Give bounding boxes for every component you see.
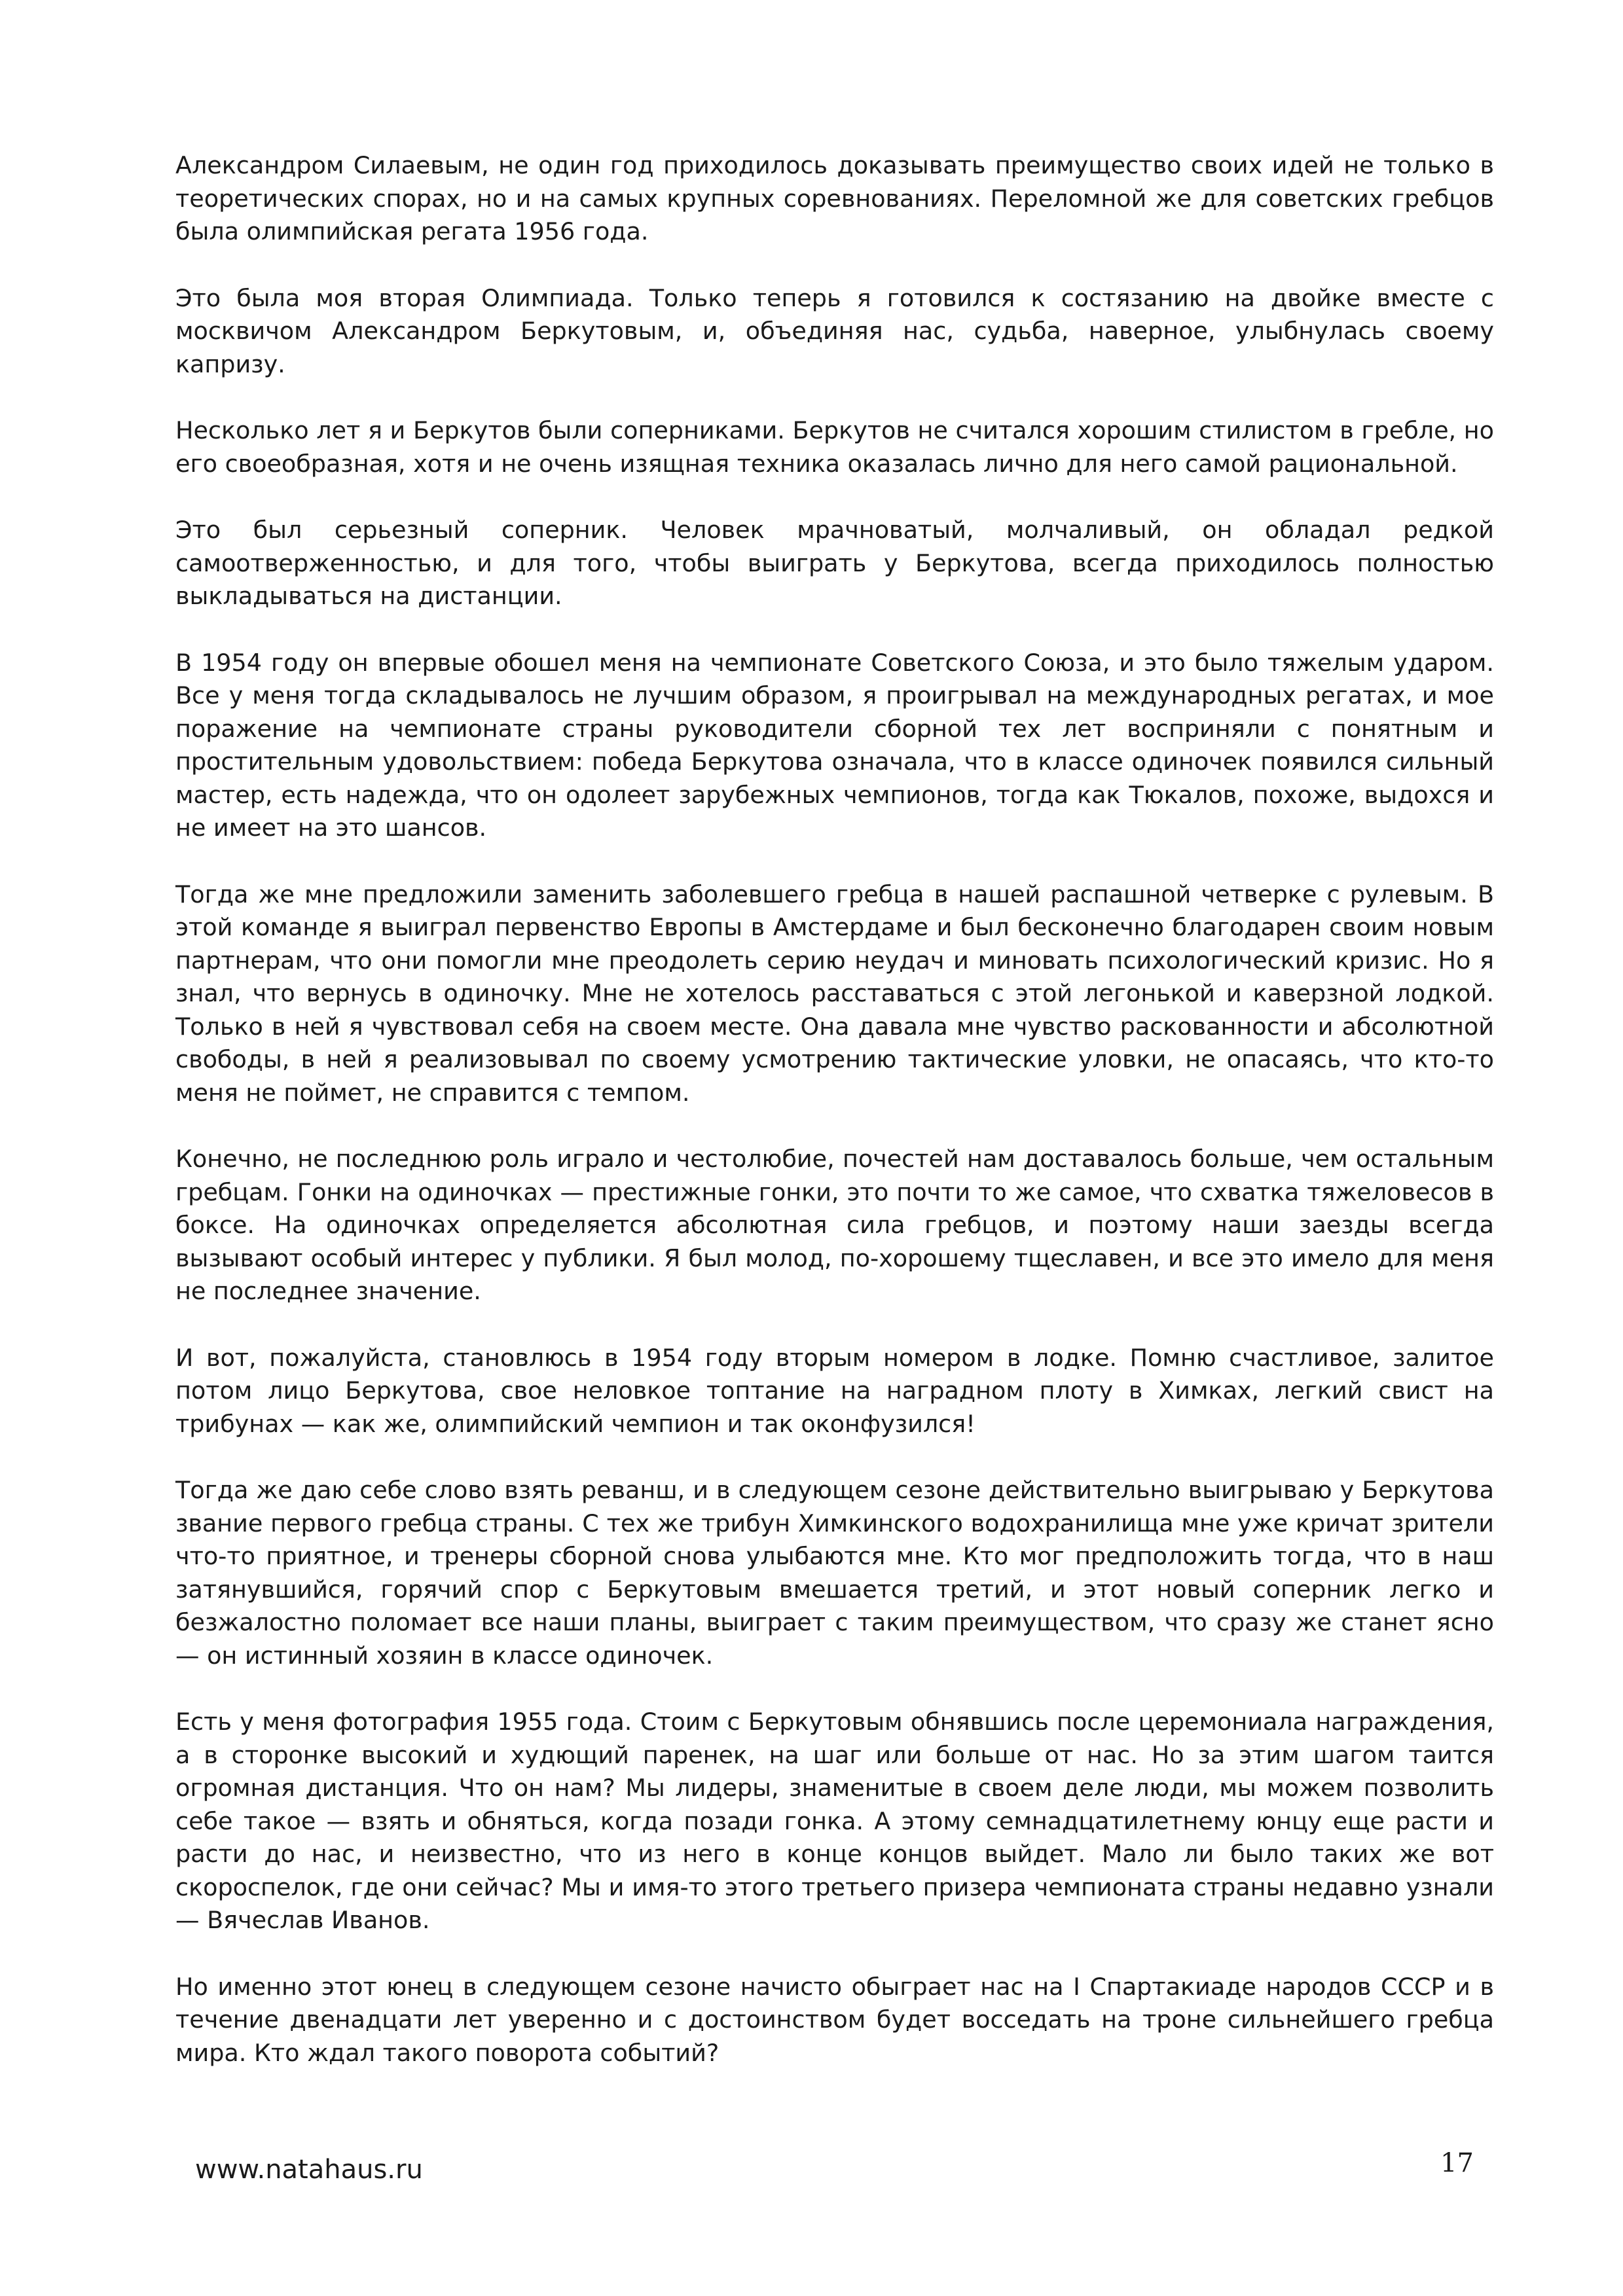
page-number: 17 xyxy=(1440,2148,1474,2178)
paragraph-2: Это была моя вторая Олимпиада. Только теперь я готовился к состязанию на двойке вместе с москвичом Александром Беркутовым, и, объединяя нас, судьба, наверное, улыбнулась своему капризу. xyxy=(175,283,1494,378)
paragraph-9: Тогда же даю себе слово взять реванш, и в следующем сезоне действительно выигрываю у Беркутова звание первого гребца страны. С тех же трибун Химкинского водохранилища мне уже кричат зрители что-то приятное, и тренеры сборной снова улыбаются мне. Кто мог предположить тогда, что в наш затянувшийся, горячий спор с Беркутовым вмешается третий, и этот новый соперник легко и безжалостно поломает все наши планы, выиграет с таким преимуществом, что сразу же станет ясно — он истинный хозяин в классе одиночек. xyxy=(175,1476,1494,1670)
paragraph-1: Александром Силаевым, не один год приходилось доказывать преимущество своих идей не только в теоретических спорах, но и на самых крупных соревнованиях. Переломной же для советских гребцов была олимпийская регата 1956 года. xyxy=(175,151,1494,245)
paragraph-3: Несколько лет я и Беркутов были соперниками. Беркутов не считался хорошим стилистом в гребле, но его своеобразная, хотя и не очень изящная техника оказалась лично для него самой рациональной. xyxy=(175,416,1494,478)
paragraph-8: И вот, пожалуйста, становлюсь в 1954 году вторым номером в лодке. Помню счастливое, залитое потом лицо Беркутова, свое неловкое топтание на наградном плоту в Химках, легкий свист на трибунах — как же, олимпийский чемпион и так оконфузился! xyxy=(175,1343,1494,1438)
paragraph-10: Есть у меня фотография 1955 года. Стоим с Беркутовым обнявшись после церемониала награждения, а в сторонке высокий и худющий паренек, на шаг или больше от нас. Но за этим шагом таится огромная дистанция. Что он нам? Мы лидеры, знаменитые в своем деле люди, мы можем позволить себе такое — взять и обняться, когда позади гонка. А этому семнадцатилетнему юнцу еще расти и расти до нас, и неизвестно, что из него в конце концов выйдет. Мало ли было таких же вот скороспелок, где они сейчас? Мы и имя-то этого третьего призера чемпионата страны недавно узнали — Вячеслав Иванов. xyxy=(175,1708,1494,1934)
main-text xyxy=(175,149,1494,2070)
paragraph-4: Это был серьезный соперник. Человек мрачноватый, молчаливый, он обладал редкой самоотверженностью, и для того, чтобы выиграть у Беркутова, всегда приходилось полностью выкладываться на дистанции. xyxy=(175,516,1494,610)
paragraph-5: В 1954 году он впервые обошел меня на чемпионате Советского Союза, и это было тяжелым ударом. Все у меня тогда складывалось не лучшим образом, я проигрывал на международных регатах, и мое поражение на чемпионате страны руководители сборной тех лет восприняли с понятным и простительным удовольствием: победа Беркутова означала, что в классе одиночек появился сильный мастер, есть надежда, что он одолеет зарубежных чемпионов, тогда как Тюкалов, похоже, выдохся и не имеет на это шансов. xyxy=(175,648,1494,842)
paragraph-6: Тогда же мне предложили заменить заболевшего гребца в нашей распашной четверке с рулевым. В этой команде я выиграл первенство Европы в Амстердаме и был бесконечно благодарен своим новым партнерам, что они помогли мне преодолеть серию неудач и миновать психологический кризис. Но я знал, что вернусь в одиночку. Мне не хотелось расставаться с этой легонькой и каверзной лодкой. Только в ней я чувствовал себя на своем месте. Она давала мне чувство раскованности и абсолютной свободы, в ней я реализовывал по своему усмотрению тактические уловки, не опасаясь, что кто-то меня не поймет, не справится с темпом. xyxy=(175,880,1494,1107)
paragraph-7: Конечно, не последнюю роль играло и честолюбие, почестей нам доставалось больше, чем остальным гребцам. Гонки на одиночках — престижные гонки, это почти то же самое, что схватка тяжеловесов в боксе. На одиночках определяется абсолютная сила гребцов, и поэтому наши заезды всегда вызывают особый интерес у публики. Я был молод, по-хорошему тщеславен, и все это имело для меня не последнее значение. xyxy=(175,1145,1494,1305)
footer-website-link[interactable]: www.natahaus.ru xyxy=(195,2155,423,2185)
paragraph-11: Но именно этот юнец в следующем сезоне начисто обыграет нас на I Спартакиаде народов СССР и в течение двенадцати лет уверенно и с достоинством будет восседать на троне сильнейшего гребца мира. Кто ждал такого поворота событий? xyxy=(175,1972,1494,2067)
